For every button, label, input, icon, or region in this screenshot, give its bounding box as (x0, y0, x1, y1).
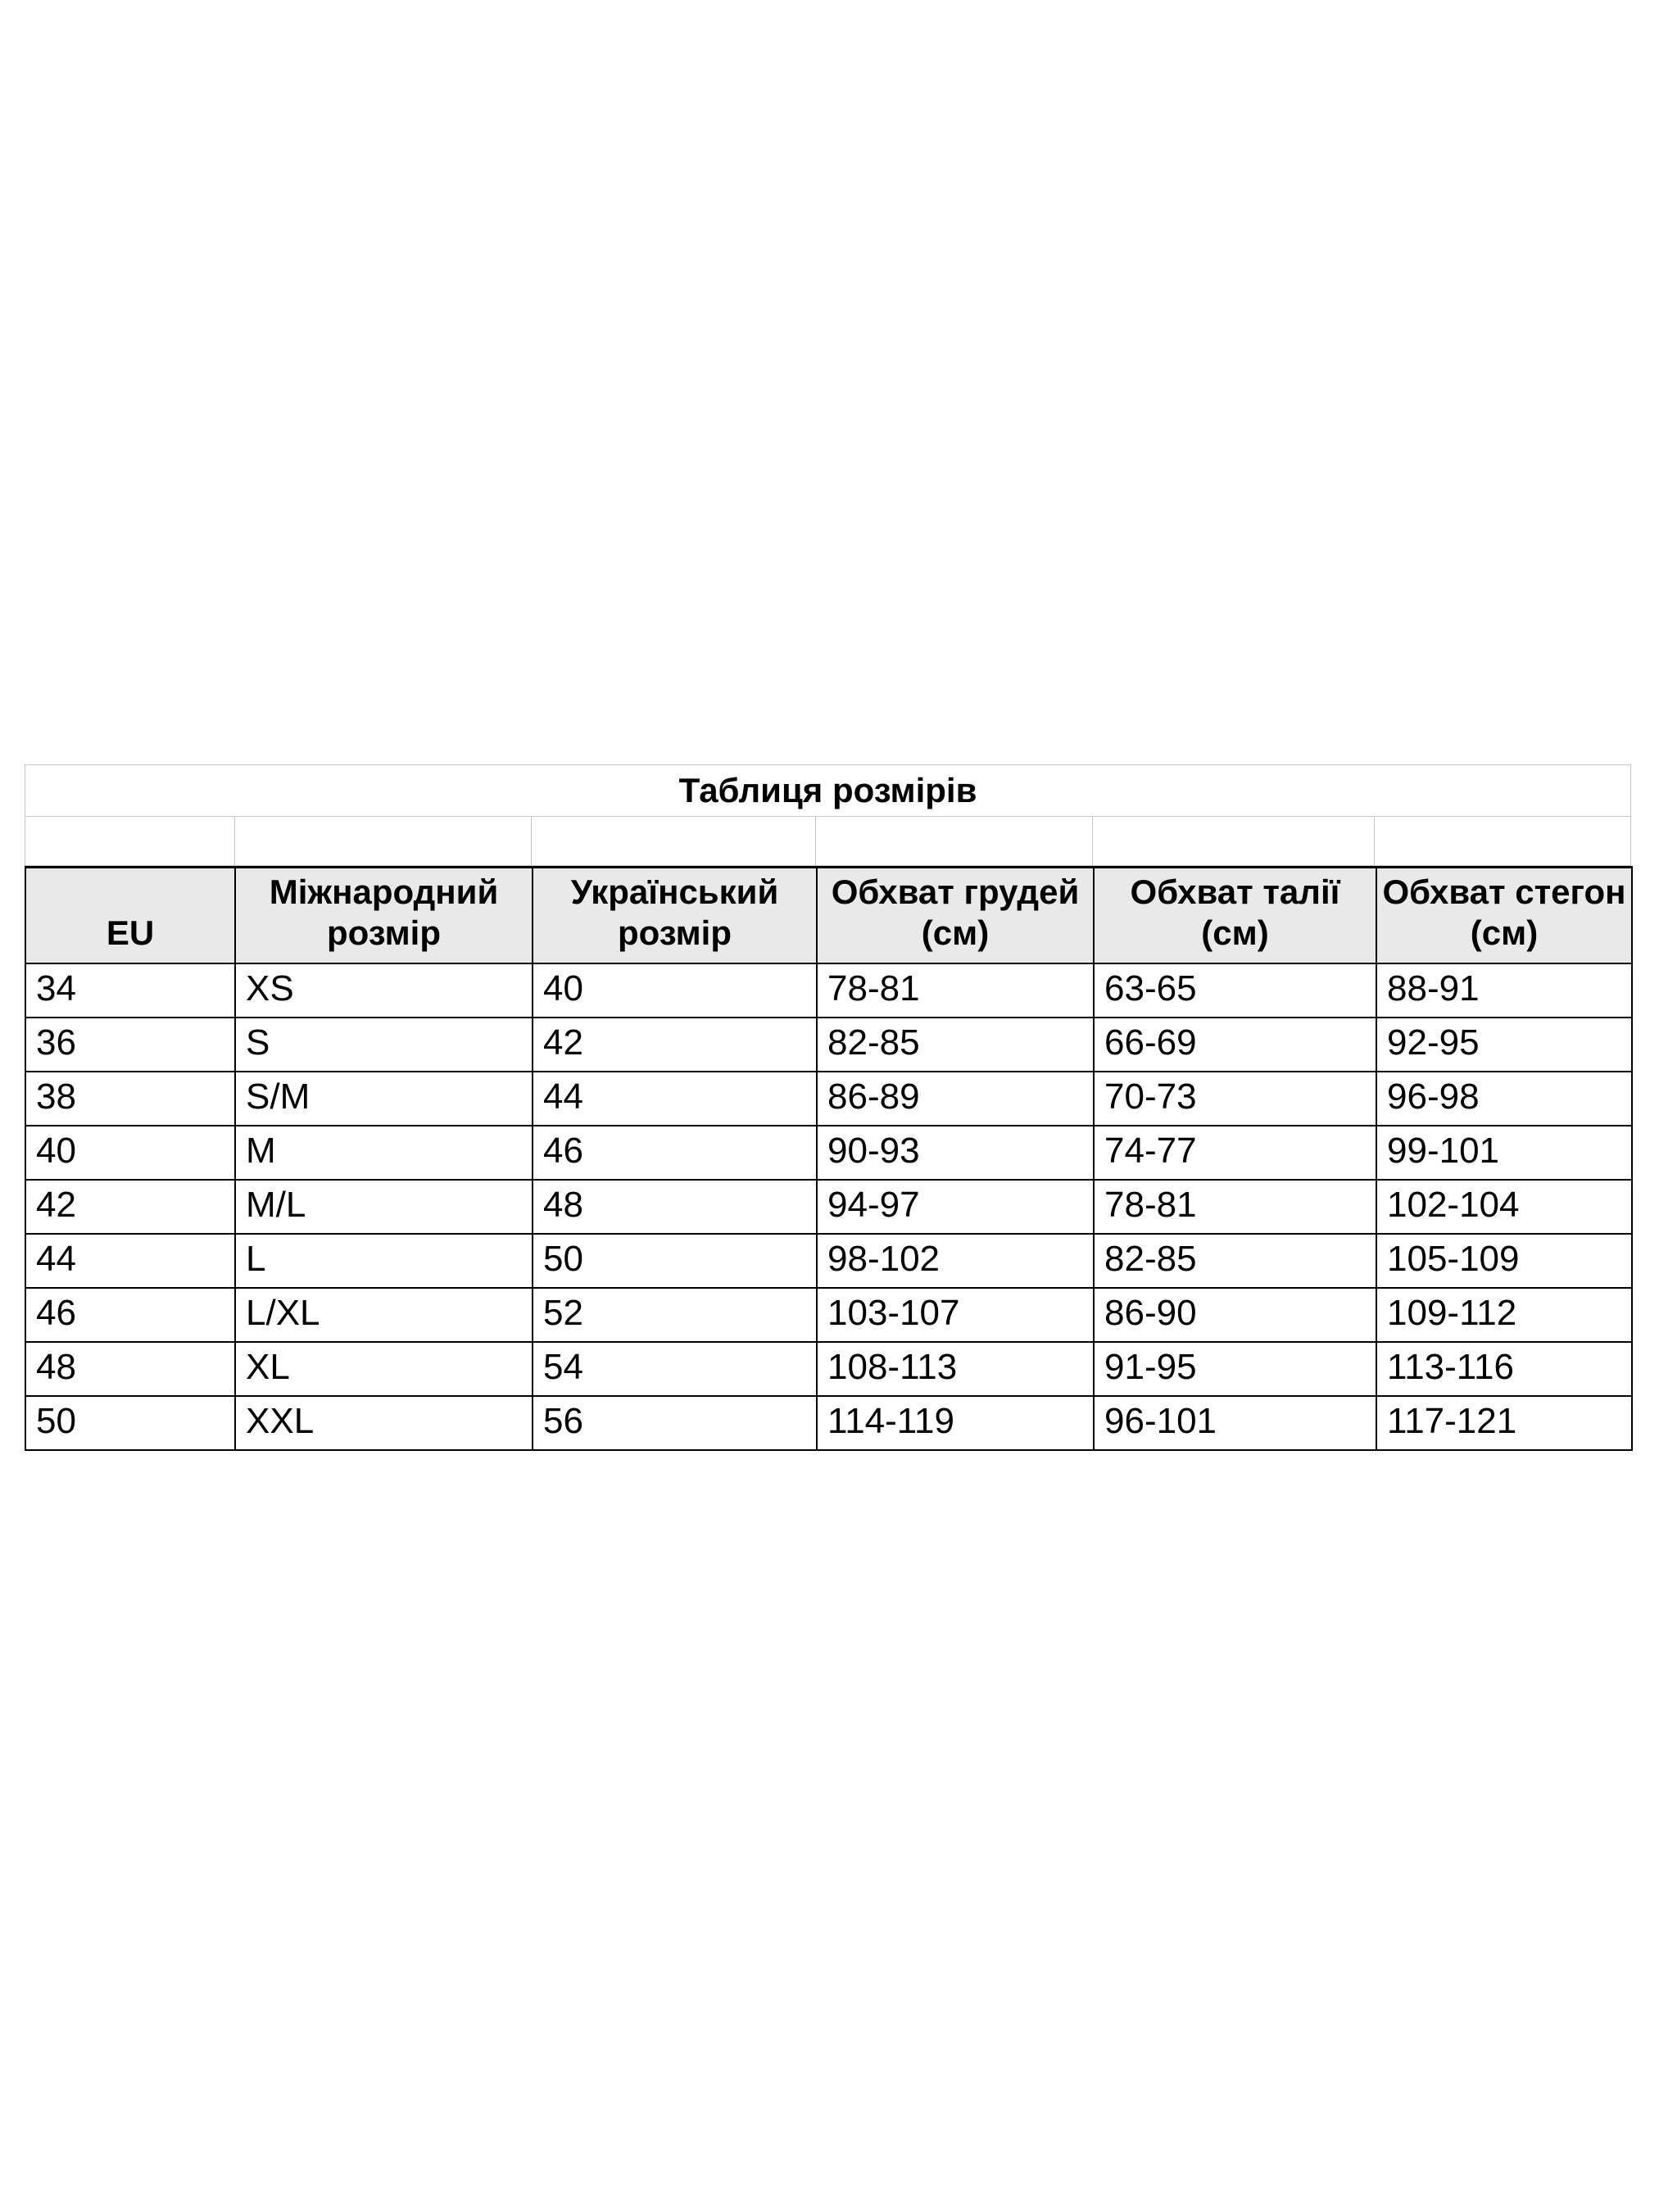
table-cell: 90-93 (817, 1126, 1094, 1180)
table-cell: 50 (533, 1234, 817, 1288)
header-cell-international-size: Міжнародний розмір (235, 868, 533, 964)
table-cell: 109-112 (1376, 1288, 1632, 1342)
spacer-cell (1093, 817, 1376, 865)
table-cell: 46 (25, 1288, 235, 1342)
table-row (25, 1180, 1632, 1234)
table-cell: 105-109 (1376, 1234, 1632, 1288)
header-cell-chest: Обхват грудей (см) (817, 868, 1094, 964)
table-row (25, 1396, 1632, 1450)
table-row (25, 1342, 1632, 1396)
table-cell: 74-77 (1094, 1126, 1376, 1180)
table-cell: 63-65 (1094, 963, 1376, 1018)
spacer-cell (1375, 817, 1630, 865)
spacer-cell (816, 817, 1093, 865)
table-cell: 102-104 (1376, 1180, 1632, 1234)
table-row (25, 1018, 1632, 1072)
table-cell: 44 (533, 1072, 817, 1126)
table-cell: M (235, 1126, 533, 1180)
table-title: Таблиця розмірів (25, 764, 1631, 817)
table-cell: 108-113 (817, 1342, 1094, 1396)
table-cell: 86-89 (817, 1072, 1094, 1126)
table-cell: XXL (235, 1396, 533, 1450)
spacer-cell (532, 817, 816, 865)
table-cell: 66-69 (1094, 1018, 1376, 1072)
table-cell: 103-107 (817, 1288, 1094, 1342)
table-cell: 82-85 (817, 1018, 1094, 1072)
table-cell: 91-95 (1094, 1342, 1376, 1396)
table-cell: 34 (25, 963, 235, 1018)
table-cell: 48 (533, 1180, 817, 1234)
table-cell: 50 (25, 1396, 235, 1450)
header-cell-hips: Обхват стегон (см) (1376, 868, 1632, 964)
table-cell: 113-116 (1376, 1342, 1632, 1396)
spacer-cell (25, 817, 235, 865)
table-cell: 40 (533, 963, 817, 1018)
table-cell: XL (235, 1342, 533, 1396)
table-cell: 70-73 (1094, 1072, 1376, 1126)
size-table (25, 764, 1631, 1451)
header-cell-waist: Обхват талії (см) (1094, 868, 1376, 964)
table-row (25, 1072, 1632, 1126)
table-cell: 94-97 (817, 1180, 1094, 1234)
table-row (25, 963, 1632, 1018)
table-cell: 86-90 (1094, 1288, 1376, 1342)
table-cell: 82-85 (1094, 1234, 1376, 1288)
table-cell: S/M (235, 1072, 533, 1126)
table-cell: 44 (25, 1234, 235, 1288)
table-cell: 98-102 (817, 1234, 1094, 1288)
table-cell: 56 (533, 1396, 817, 1450)
table-row (25, 1288, 1632, 1342)
table-cell: 96-101 (1094, 1396, 1376, 1450)
header-cell-ukrainian-size: Український розмір (533, 868, 817, 964)
table-cell: 117-121 (1376, 1396, 1632, 1450)
table-cell: 54 (533, 1342, 817, 1396)
table-row (25, 1126, 1632, 1180)
table-cell: 46 (533, 1126, 817, 1180)
table-cell: 92-95 (1376, 1018, 1632, 1072)
header-cell-eu: EU (25, 868, 235, 964)
table-row (25, 1234, 1632, 1288)
table-cell: 78-81 (817, 963, 1094, 1018)
table-cell: 38 (25, 1072, 235, 1126)
header-row (25, 868, 1632, 964)
table-cell: 48 (25, 1342, 235, 1396)
table-cell: M/L (235, 1180, 533, 1234)
spacer-cell (235, 817, 533, 865)
table-cell: XS (235, 963, 533, 1018)
table-cell: 36 (25, 1018, 235, 1072)
table-cell: 52 (533, 1288, 817, 1342)
spacer-row (25, 817, 1631, 866)
table-cell: L (235, 1234, 533, 1288)
table-cell: 42 (25, 1180, 235, 1234)
table-cell: 99-101 (1376, 1126, 1632, 1180)
table-body (25, 963, 1632, 1450)
table-cell: 78-81 (1094, 1180, 1376, 1234)
table-cell: 88-91 (1376, 963, 1632, 1018)
table-cell: 114-119 (817, 1396, 1094, 1450)
table-cell: 42 (533, 1018, 817, 1072)
table-cell: 96-98 (1376, 1072, 1632, 1126)
table-cell: S (235, 1018, 533, 1072)
table-cell: 40 (25, 1126, 235, 1180)
table-cell: L/XL (235, 1288, 533, 1342)
size-data-table (25, 866, 1633, 1451)
